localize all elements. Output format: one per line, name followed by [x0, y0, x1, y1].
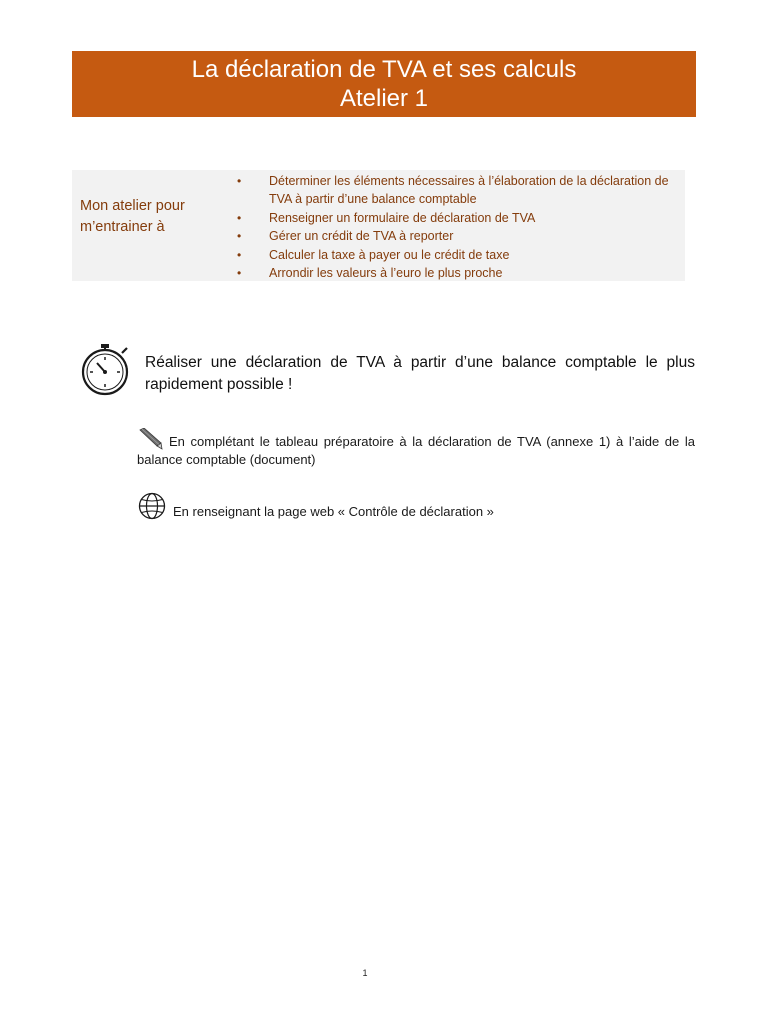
objective-item: • Déterminer les éléments nécessaires à l’élaboration de la déclaration de TVA à partir d’une balance comptable [237, 172, 673, 209]
title-banner [72, 51, 696, 117]
pencil-icon [137, 428, 163, 450]
step-complete-table [137, 428, 695, 469]
objectives-label: Mon atelier pour m’entrainer à [80, 198, 185, 235]
objective-item: • Gérer un crédit de TVA à reporter [237, 227, 673, 245]
objective-item: • Renseigner un formulaire de déclaration de TVA [237, 209, 673, 227]
challenge-text: Réaliser une déclaration de TVA à partir d’une balance comptable le plus rapidement possible ! [145, 354, 695, 393]
objectives-box [72, 170, 685, 281]
step-text: En renseignant la page web « Contrôle de déclaration » [173, 504, 494, 519]
page-number: 1 [362, 968, 368, 978]
objective-item: • Calculer la taxe à payer ou le crédit de taxe [237, 246, 673, 264]
step-web-page [137, 492, 695, 521]
page-title: La déclaration de TVA et ses calculs [191, 56, 577, 83]
globe-icon [137, 492, 167, 520]
step-text: En complétant le tableau préparatoire à la déclaration de TVA (annexe 1) à l’aide de la balance comptable (document) [137, 434, 695, 467]
objectives-list [204, 170, 685, 281]
objective-item: • Arrondir les valeurs à l’euro le plus proche [237, 264, 673, 282]
stopwatch-icon [78, 341, 134, 397]
page-subtitle: Atelier 1 [339, 85, 429, 112]
